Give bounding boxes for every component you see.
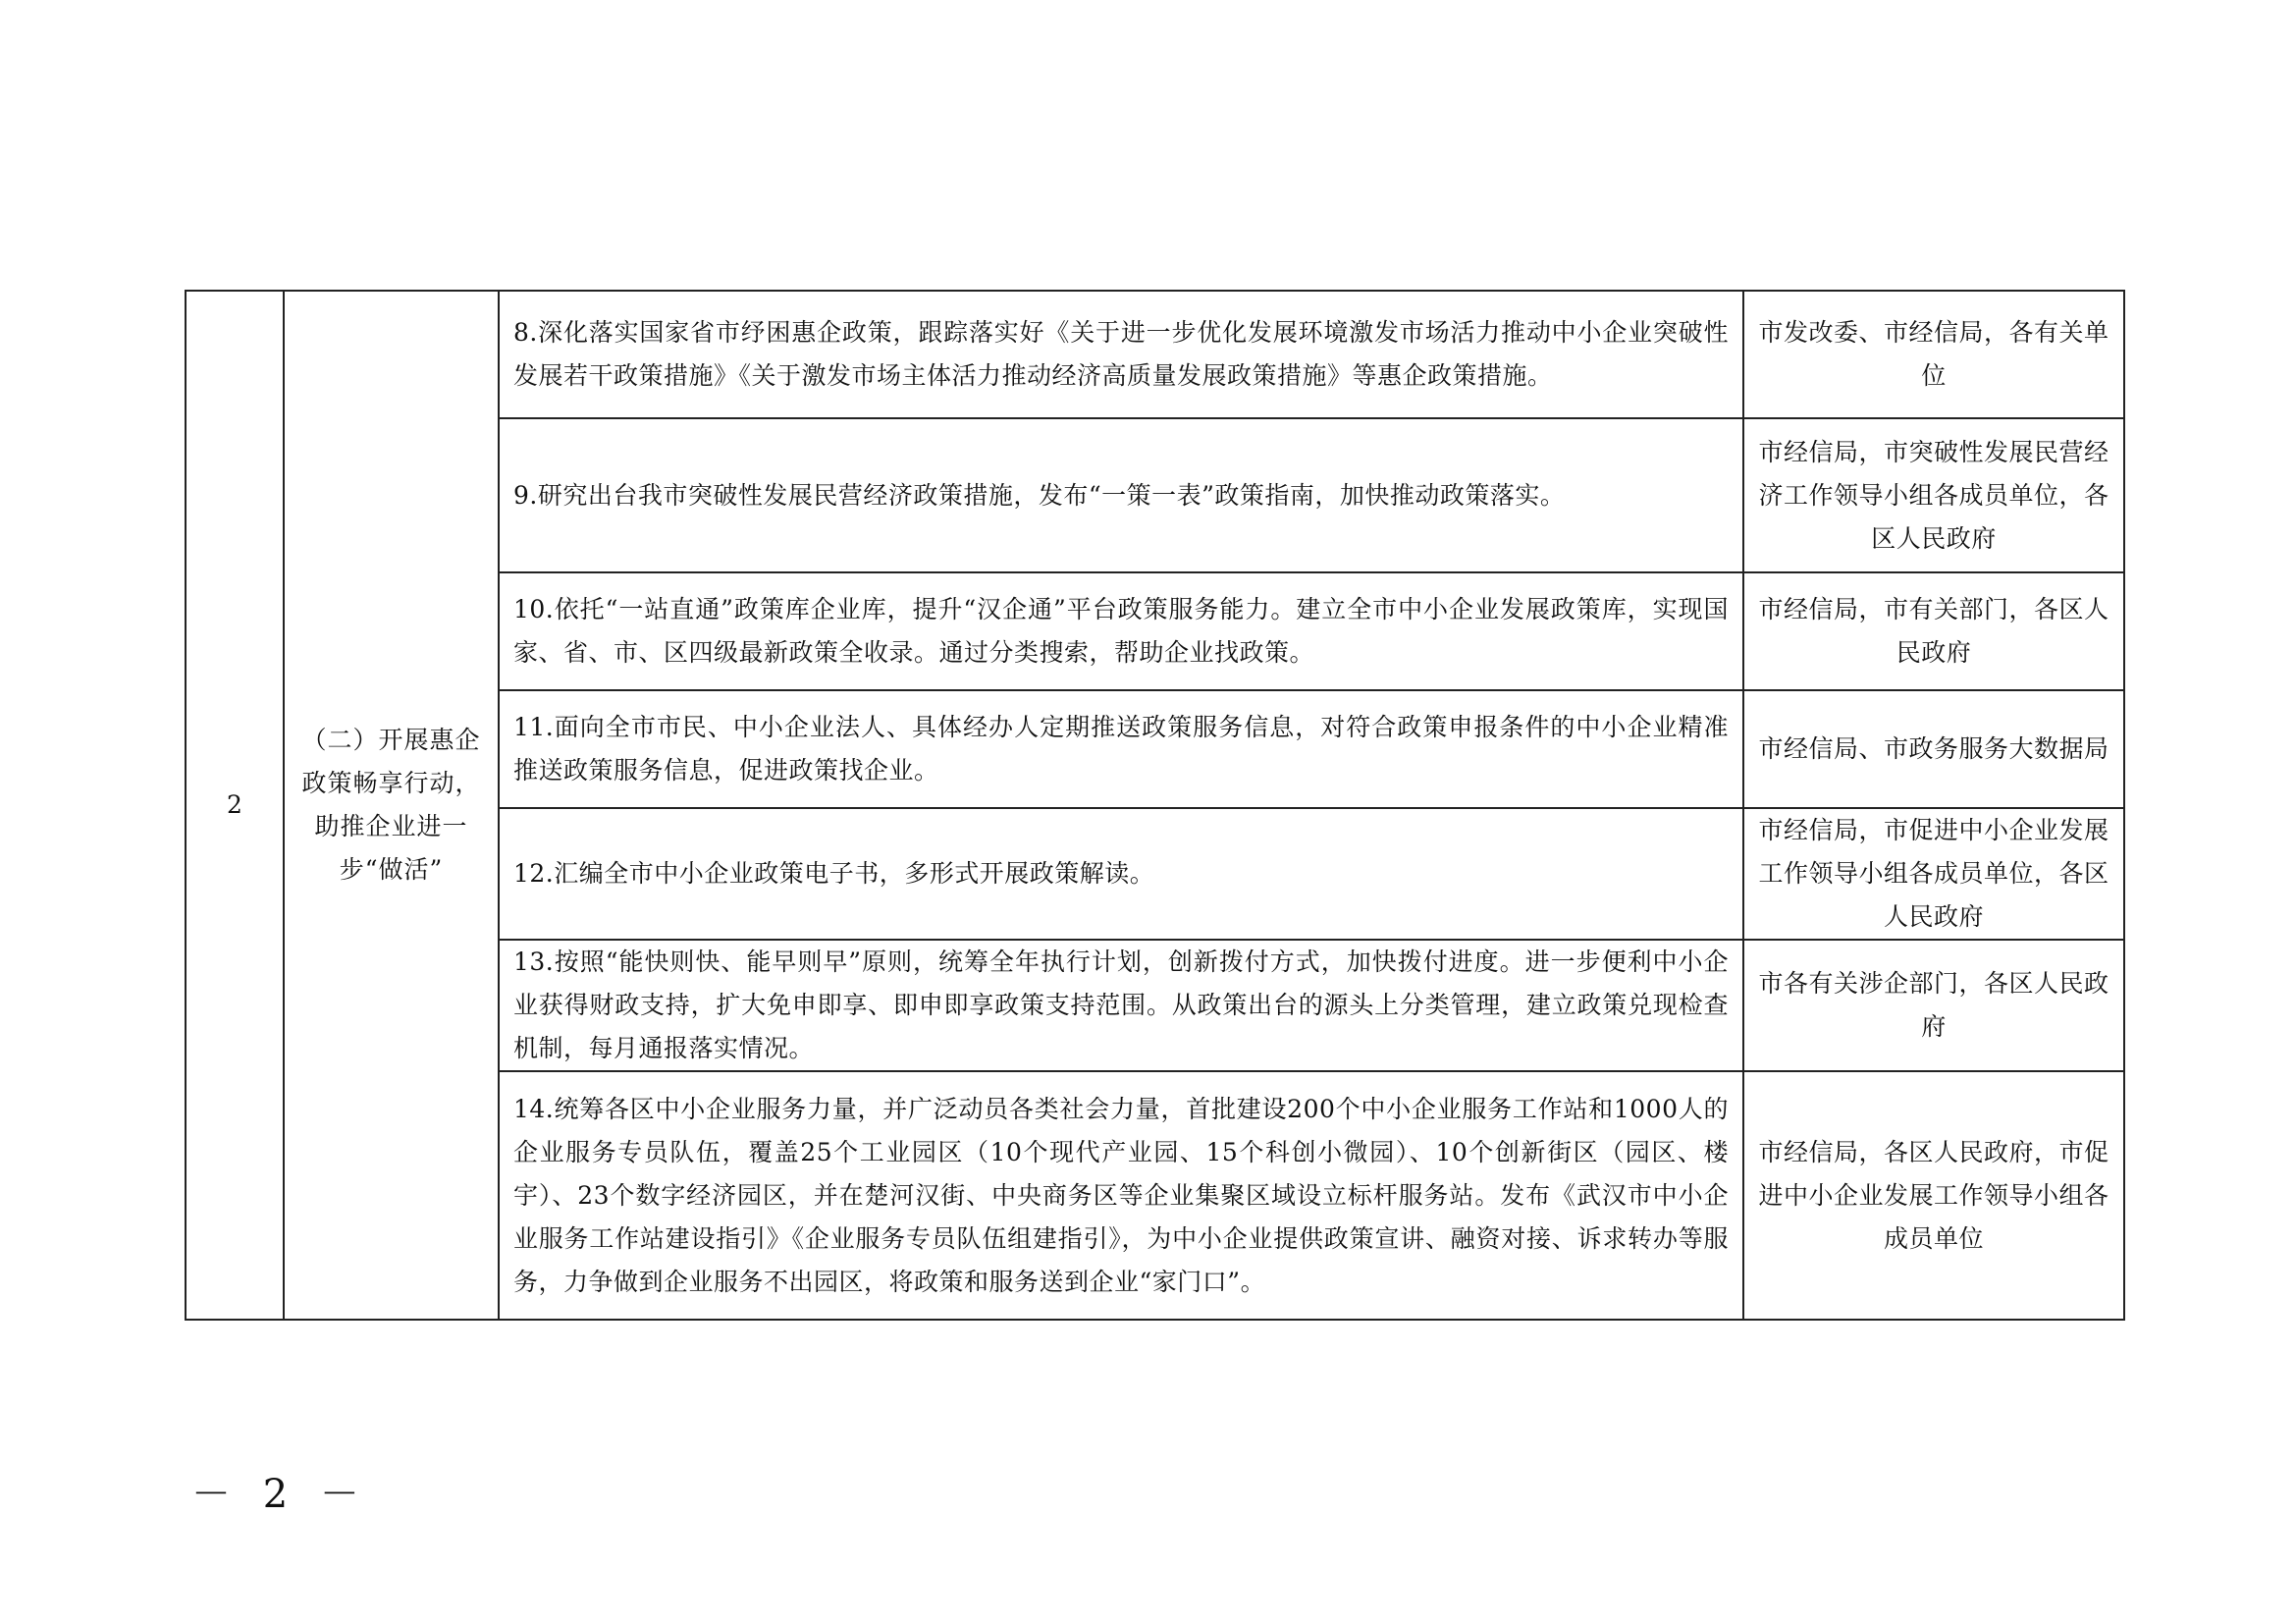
row-number-cell <box>186 291 284 1320</box>
responsible-cell: 市发改委、市经信局，各有关单位 <box>1743 291 2124 418</box>
responsible-cell: 市经信局、市政务服务大数据局 <box>1743 690 2124 808</box>
responsible-cell: 市经信局，市突破性发展民营经济工作领导小组各成员单位，各区人民政府 <box>1743 418 2124 572</box>
policy-measures-table <box>185 290 2125 1321</box>
measure-cell: 13.按照“能快则快、能早则早”原则，统筹全年执行计划，创新拨付方式，加快拨付进度。进一步便利中小企业获得财政支持，扩大免申即享、即申即享政策支持范围。从政策出台的源头上分类管理，建立政策兑现检查机制，每月通报落实情况。 <box>499 940 1743 1071</box>
responsible-cell: 市各有关涉企部门，各区人民政府 <box>1743 940 2124 1071</box>
measure-cell: 8.深化落实国家省市纾困惠企政策，跟踪落实好《关于进一步优化发展环境激发市场活力推动中小企业突破性发展若干政策措施》《关于激发市场主体活力推动经济高质量发展政策措施》等惠企政策措施。 <box>499 291 1743 418</box>
row-number: 2 <box>227 790 242 819</box>
category-cell <box>284 291 499 1320</box>
measure-cell: 12.汇编全市中小企业政策电子书，多形式开展政策解读。 <box>499 808 1743 940</box>
measure-cell: 11.面向全市市民、中小企业法人、具体经办人定期推送政策服务信息，对符合政策申报条件的中小企业精准推送政策服务信息，促进政策找企业。 <box>499 690 1743 808</box>
responsible-cell: 市经信局，市促进中小企业发展工作领导小组各成员单位，各区人民政府 <box>1743 808 2124 940</box>
page-number: － 2 － <box>191 1472 369 1517</box>
measure-cell: 10.依托“一站直通”政策库企业库，提升“汉企通”平台政策服务能力。建立全市中小企业发展政策库，实现国家、省、市、区四级最新政策全收录。通过分类搜索，帮助企业找政策。 <box>499 572 1743 690</box>
category-label: （二）开展惠企政策畅享行动，助推企业进一步“做活” <box>301 726 481 884</box>
responsible-cell: 市经信局，各区人民政府，市促进中小企业发展工作领导小组各成员单位 <box>1743 1071 2124 1320</box>
responsible-cell: 市经信局，市有关部门，各区人民政府 <box>1743 572 2124 690</box>
measure-cell: 14.统筹各区中小企业服务力量，并广泛动员各类社会力量，首批建设200个中小企业服务工作站和1000人的企业服务专员队伍，覆盖25个工业园区（10个现代产业园、15个科创小微园）、10个创新街区（园区、楼宇）、23个数字经济园区，并在楚河汉街、中央商务区等企业集聚区域设立标杆服务站。发布《武汉市中小企业服务工作站建设指引》《企业服务专员队伍组建指引》，为中小企业提供政策宣讲、融资对接、诉求转办等服务，力争做到企业服务不出园区，将政策和服务送到企业“家门口”。 <box>499 1071 1743 1320</box>
measure-cell: 9.研究出台我市突破性发展民营经济政策措施，发布“一策一表”政策指南，加快推动政策落实。 <box>499 418 1743 572</box>
table-row <box>186 291 2124 418</box>
